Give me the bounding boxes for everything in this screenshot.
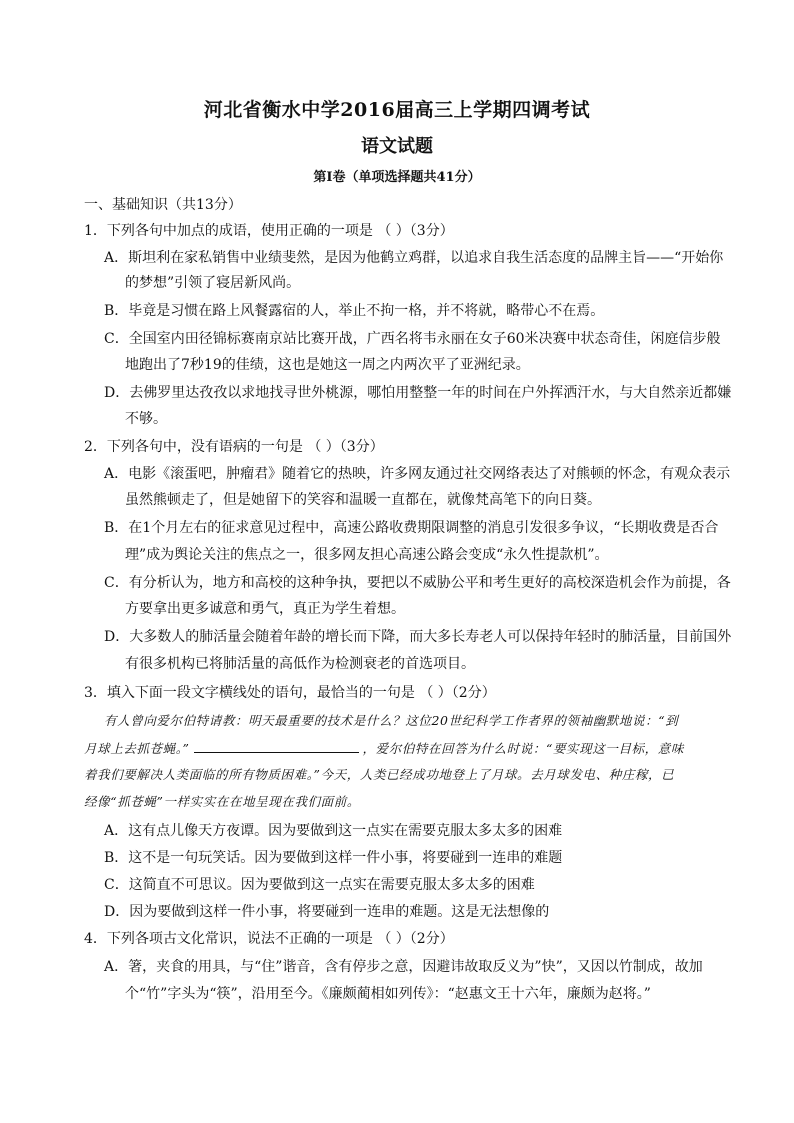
- question-2-option-c-cont: 方要拿出更多诚意和勇气，真正为学生着想。: [125, 601, 405, 617]
- question-3-option-b: B．这不是一句玩笑话。因为要做到这样一件小事，将要碰到一连串的难题: [104, 850, 563, 866]
- question-1-stem: 1．下列各句中加点的成语，使用正确的一项是 （ ）（3分）: [84, 223, 454, 239]
- question-4-option-a: A．箸，夹食的用具，与“住”谐音，含有停步之意，因避讳故取反义为”快”，又因以竹制成，故加: [104, 959, 703, 975]
- passage-line-2-start: 月球上去抓苍蝇。”: [84, 741, 190, 756]
- question-2-option-b-cont: 理”成为舆论关注的焦点之一，很多网友担心高速公路会变成“永久性提款机”。: [125, 547, 609, 563]
- question-3-stem: 3．填入下面一段文字横线处的语句，最恰当的一句是 （ ）（2分）: [84, 685, 496, 701]
- question-1-option-c-cont: 地跑出了7秒19的佳绩，这也是她这一周之内两次平了亚洲纪录。: [125, 357, 530, 373]
- fill-in-blank[interactable]: [194, 739, 359, 753]
- question-1-option-a: A．斯坦利在家私销售中业绩斐然，是因为他鹤立鸡群，以追求自我生活态度的品牌主旨——“开始你: [104, 250, 724, 266]
- passage-line-1: 有人曾向爱尔伯特请教：明天最重要的技术是什么？这位20世纪科学工作者界的领袖幽默地说：“到: [104, 713, 679, 728]
- question-2-option-d-cont: 有很多机构已将肺活量的高低作为检测衰老的首选项目。: [125, 656, 475, 672]
- question-1-option-c: C．全国室内田径锦标赛南京站比赛开战，广西名将韦永丽在女子60米决赛中状态奇佳，闲庭信步般: [104, 331, 721, 347]
- question-3-option-a: A．这有点儿像天方夜谭。因为要做到这一点实在需要克服太多太多的困难: [104, 823, 563, 839]
- passage-line-2: [84, 739, 684, 758]
- question-2-option-a: A．电影《滚蛋吧，肿瘤君》随着它的热映，许多网友通过社交网络表达了对熊顿的怀念，有观众表示: [104, 466, 731, 482]
- question-4-stem: 4．下列各项古文化常识，说法不正确的一项是 （ ）（2分）: [84, 931, 454, 947]
- question-2-option-c: C．有分析认为，地方和高校的这种争执，要把以不威胁公平和考生更好的高校深造机会作为前提，各: [104, 575, 731, 591]
- question-3-option-d: D．因为要做到这样一件小事，将要碰到一连串的难题。这是无法想像的: [104, 904, 550, 920]
- exam-subject: 语文试题: [361, 136, 433, 157]
- question-1-option-b: B．毕竟是习惯在路上风餐露宿的人，举止不拘一格，并不将就，略带心不在焉。: [104, 303, 605, 319]
- question-2-stem: 2．下列各句中，没有语病的一句是 （ ）（3分）: [84, 439, 384, 455]
- passage-line-3: 着我们要解决人类面临的所有物质困难。”今天，人类已经成功地登上了月球。去月球发电、种庄稼，已: [84, 767, 675, 782]
- question-3-option-c: C．这简直不可思议。因为要做到这一点实在需要克服太多太多的困难: [104, 877, 535, 893]
- exam-title: 河北省衡水中学2016届高三上学期四调考试: [203, 99, 591, 121]
- question-2-option-d: D．大多数人的肺活量会随着年龄的增长而下降，而大多长寿老人可以保持年轻时的肺活量，目前国外: [104, 629, 732, 645]
- question-1-option-d: D．去佛罗里达孜孜以求地找寻世外桃源，哪怕用整整一年的时间在户外挥洒汗水，与大自然亲近都嫌: [104, 385, 732, 401]
- exam-part-heading: 第Ⅰ卷（单项选择题共41分）: [313, 170, 481, 185]
- question-2-option-a-cont: 虽然熊顿走了，但是她留下的笑容和温暖一直都在，就像梵高笔下的向日葵。: [125, 492, 601, 508]
- question-4-option-a-cont: 个“竹”字头为“筷”，沿用至今。《廉颇蔺相如列传》：“赵惠文王十六年，廉颇为赵将。”: [125, 986, 651, 1002]
- question-1-option-d-cont: 不够。: [125, 411, 167, 427]
- question-2-option-b: B．在1个月左右的征求意见过程中，高速公路收费期限调整的消息引发很多争议，“长期收费是否合: [104, 520, 719, 536]
- passage-line-4: 经像“抓苍蝇”一样实实在在地呈现在我们面前。: [84, 794, 360, 809]
- passage-line-2-end: ，爱尔伯特在回答为什么时说：“要实现这一目标，意味: [362, 741, 684, 756]
- section-heading: 一、基础知识（共13分）: [84, 197, 242, 213]
- question-1-option-a-cont: 的梦想”引领了寝居新风尚。: [125, 275, 301, 291]
